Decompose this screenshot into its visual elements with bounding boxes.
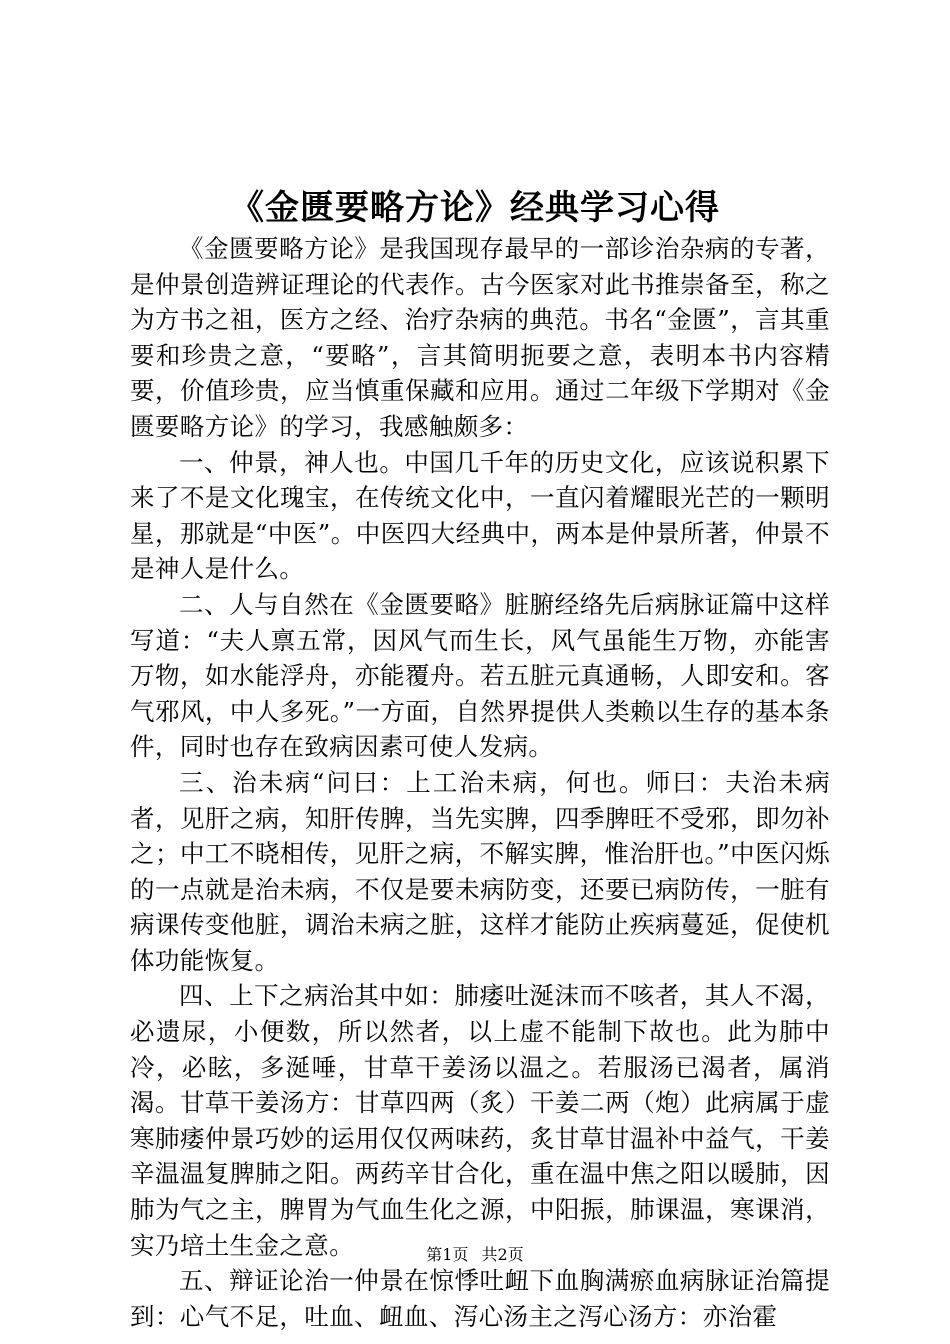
page-number: 第1页 <box>426 1245 469 1264</box>
paragraph-section-4: 四、上下之病治其中如：肺痿吐涎沫而不咳者，其人不渴，必遗尿，小便数，所以然者，以上虚不能制下故也。此为肺中冷，必眩，多涎唾，甘草干姜汤以温之。若服汤已渴者，属消渴。甘草干姜汤方：甘草四两（炙）干姜二两（炮）此病属于虚寒肺痿仲景巧妙的运用仅仅两味药，炙甘草甘温补中益气，干姜辛温温复脾肺之阳。两药辛甘合化，重在温中焦之阳以暖肺，因肺为气之主，脾胃为气血生化之源，中阳振，肺课温，寒课消，实乃培土生金之意。 <box>130 981 830 1260</box>
paragraph-section-3: 三、治未病“问曰：上工治未病，何也。师曰：夫治未病者，见肝之病，知肝传脾，当先实脾，四季脾旺不受邪，即勿补之；中工不晓相传，见肝之病，不解实脾，惟治肝也。”中医闪烁的一点就是治未病，不仅是要未病防变，还要已病防传，一脏有病课传变他脏，调治未病之脏，这样才能防止疾病蔓延，促使机体功能恢复。 <box>130 767 830 975</box>
paragraph-section-1: 一、仲景，神人也。中国几千年的历史文化，应该说积累下来了不是文化瑰宝，在传统文化中，一直闪着耀眼光芒的一颗明星，那就是“中医”。中医四大经典中，两本是仲景所著，仲景不是神人是什么。 <box>130 447 830 584</box>
page-total: 共2页 <box>481 1245 524 1264</box>
paragraph-section-2: 二、人与自然在《金匮要略》脏腑经络先后病脉证篇中这样写道：“夫人禀五常，因风气而生长，风气虽能生万物，亦能害万物，如水能浮舟，亦能覆舟。若五脏元真通畅，人即安和。客气邪风，中人多死。”一方面，自然界提供人类赖以生存的基本条件，同时也存在致病因素可使人发病。 <box>130 589 830 762</box>
document-title: 《金匮要略方论》经典学习心得 <box>230 188 720 228</box>
paragraph-section-5: 五、辩证论治一仲景在惊悸吐衄下血胸满瘀血病脉证治篇提到：心气不足，吐血、衄血、泻心汤主之泻心汤方：亦治霍 <box>130 1266 830 1331</box>
document-body <box>130 231 830 1334</box>
paragraph-intro: 《金匮要略方论》是我国现存最早的一部诊治杂病的专著，是仲景创造辨证理论的代表作。古今医家对此书推崇备至，称之为方书之祖，医方之经、治疗杂病的典范。书名“金匮”，言其重要和珍贵之意，“要略”，言其简明扼要之意，表明本书内容精要，价值珍贵，应当慎重保藏和应用。通过二年级下学期对《金匮要略方论》的学习，我感触颇多： <box>130 234 830 441</box>
page-footer <box>0 1244 950 1266</box>
